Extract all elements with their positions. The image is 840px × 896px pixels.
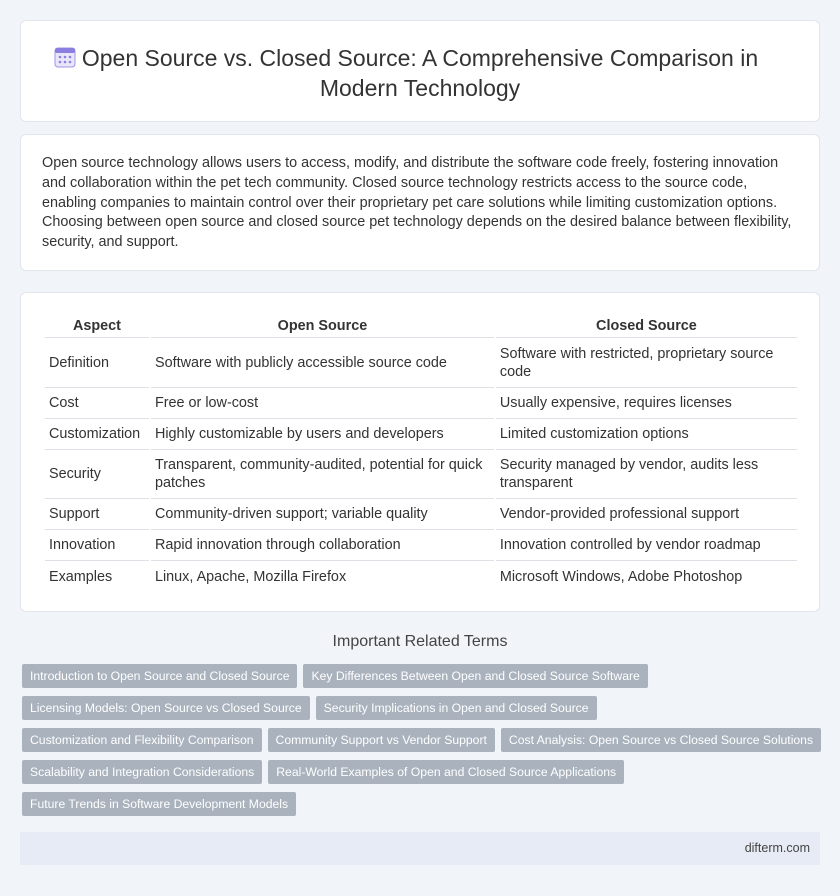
term-tag[interactable]: Future Trends in Software Development Models (22, 792, 296, 816)
table-row (45, 338, 797, 388)
table-cell: Community-driven support; variable quality (151, 499, 494, 530)
term-tag[interactable]: Community Support vs Vendor Support (268, 728, 495, 752)
table-cell: Customization (45, 419, 149, 450)
table-cell: Limited customization options (496, 419, 797, 450)
related-terms-heading: Important Related Terms (332, 633, 508, 650)
intro-card (20, 134, 820, 271)
table-cell: Rapid innovation through collaboration (151, 530, 494, 561)
term-tag[interactable]: Real-World Examples of Open and Closed Source Applications (268, 760, 624, 784)
table-row (45, 388, 797, 419)
term-tag[interactable]: Cost Analysis: Open Source vs Closed Source Solutions (501, 728, 821, 752)
table-cell: Security managed by vendor, audits less transparent (496, 450, 797, 499)
table-cell: Support (45, 499, 149, 530)
term-tag[interactable]: Scalability and Integration Considerations (22, 760, 262, 784)
related-terms-list (22, 664, 822, 824)
table-cell: Highly customizable by users and developers (151, 419, 494, 450)
table-cell: Microsoft Windows, Adobe Photoshop (499, 568, 743, 585)
table-row (45, 561, 797, 592)
table-row (45, 419, 797, 450)
comparison-table (43, 316, 799, 592)
table-cell: Software with publicly accessible source code (151, 338, 494, 388)
table-cell: Security (45, 450, 149, 499)
table-cell: Examples (49, 568, 113, 585)
table-header-aspect: Aspect (45, 316, 149, 338)
header-card (20, 20, 820, 122)
page-title: Open Source vs. Closed Source: A Comprehensive Comparison in Modern Technology (81, 45, 759, 101)
table-row (45, 450, 797, 499)
footer-site-link[interactable]: difterm.com (744, 841, 810, 855)
table-cell: Innovation (45, 530, 149, 561)
table-row (45, 499, 797, 530)
term-tag[interactable]: Key Differences Between Open and Closed Source Software (303, 664, 647, 688)
table-cell: Innovation controlled by vendor roadmap (496, 530, 797, 561)
table-header-open-source: Open Source (151, 316, 494, 338)
intro-text: Open source technology allows users to access, modify, and distribute the software code freely, fostering innovation and collaboration within the pet tech community. Closed source technology restricts access to the source code, enabling companies to maintain control over their proprietary pet care solutions while limiting customization options. Choosing between open source and closed source pet technology depends on the desired balance between flexibility, security, and support. (42, 155, 792, 251)
table-cell: Software with restricted, proprietary source code (496, 338, 797, 388)
table-cell: Free or low-cost (151, 388, 494, 419)
term-tag[interactable]: Licensing Models: Open Source vs Closed Source (22, 696, 310, 720)
table-cell: Transparent, community-audited, potential for quick patches (151, 450, 494, 499)
table-cell: Cost (45, 388, 149, 419)
term-tag[interactable]: Customization and Flexibility Comparison (22, 728, 262, 752)
table-cell: Linux, Apache, Mozilla Firefox (154, 568, 347, 585)
footer (20, 832, 820, 865)
term-tag[interactable]: Introduction to Open Source and Closed Source (22, 664, 297, 688)
table-cell: Definition (45, 338, 149, 388)
table-cell: Vendor-provided professional support (496, 499, 797, 530)
term-tag[interactable]: Security Implications in Open and Closed Source (316, 696, 597, 720)
comparison-table-card (20, 292, 820, 612)
table-header-closed-source: Closed Source (496, 316, 797, 338)
table-row (45, 530, 797, 561)
table-cell: Usually expensive, requires licenses (496, 388, 797, 419)
